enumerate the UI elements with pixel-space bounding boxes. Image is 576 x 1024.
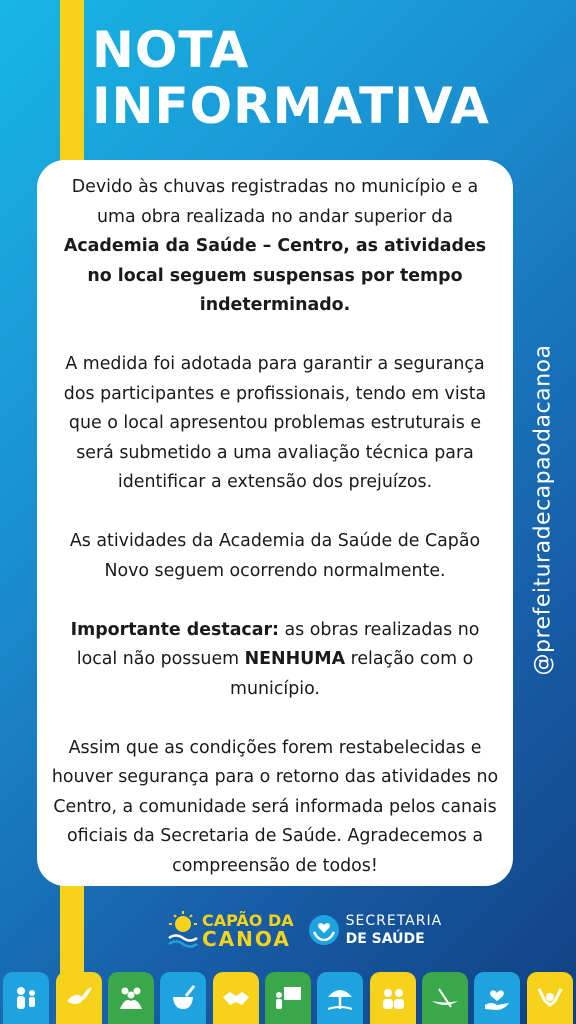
notice-text xyxy=(50,173,500,881)
city-logo-line-2: CANOA xyxy=(202,927,291,951)
icon-tile xyxy=(317,972,363,1024)
p1-separator: , xyxy=(343,236,356,256)
icon-tile xyxy=(3,972,49,1024)
notice-paragraph-5: Assim que as condições forem restabelecidas e houver segurança para o retorno das atividades no Centro, a comunidade será informada pelos canais oficiais da Secretaria de Saúde. Agradecemos a compreensão de todos! xyxy=(51,737,499,876)
p4-bold-lead: Importante destacar: xyxy=(70,619,279,640)
icon-tile xyxy=(422,972,468,1024)
p1-bold-location: Academia da Saúde – Centro xyxy=(63,236,344,256)
icon-tile xyxy=(108,972,154,1024)
hand-heart-icon xyxy=(482,983,512,1013)
family-icon xyxy=(11,983,41,1013)
icon-tile xyxy=(527,972,573,1024)
logo-row xyxy=(168,910,442,950)
bird-icon xyxy=(64,983,94,1013)
hands-up-icon xyxy=(535,983,565,1013)
icon-tile xyxy=(56,972,102,1024)
secretaria-logo xyxy=(308,912,443,948)
icon-tile xyxy=(213,972,259,1024)
teacher-board-icon xyxy=(273,983,303,1013)
city-logo-text xyxy=(202,911,294,951)
people-chat-icon xyxy=(378,983,408,1013)
title-line-2: INFORMATIVA xyxy=(92,77,490,135)
notice-paragraph-2: A medida foi adotada para garantir a segurança dos participantes e profissionais, tendo em vista que o local apresentou problemas estruturais e será submetido a uma avaliação técnica para identificar a extensão dos prejuízos. xyxy=(63,354,487,492)
icon-tile xyxy=(370,972,416,1024)
notice-paragraph-1 xyxy=(50,173,500,321)
p1-text: Devido às chuvas registradas no município e a uma obra realizada no andar superior da xyxy=(71,177,479,227)
title-line-1: NOTA xyxy=(92,21,250,79)
secretaria-logo-line-1: SECRETARIA xyxy=(345,913,443,929)
city-logo xyxy=(168,910,294,950)
icon-tile xyxy=(474,972,520,1024)
icon-tile xyxy=(160,972,206,1024)
beach-umbrella-icon xyxy=(325,983,355,1013)
notice-paragraph-3: As atividades da Academia da Saúde de Capão Novo seguem ocorrendo normalmente. xyxy=(69,531,481,581)
icon-tile xyxy=(265,972,311,1024)
p4-bold-emphasis: NENHUMA xyxy=(244,649,346,669)
sun-wave-icon xyxy=(168,910,198,950)
p4-text-b: relação com o município. xyxy=(230,649,474,699)
page-title xyxy=(92,22,490,134)
secretaria-logo-line-2: DE SAÚDE xyxy=(345,931,425,947)
canoe-icon xyxy=(430,983,460,1013)
notice-paragraph-4 xyxy=(50,616,500,705)
mortar-pestle-icon xyxy=(168,983,198,1013)
city-logo-line-1: CAPÃO DA xyxy=(202,911,294,930)
health-hands-icon xyxy=(308,914,340,946)
group-hug-icon xyxy=(116,983,146,1013)
secretaria-logo-text xyxy=(346,912,443,948)
social-handle-text: @prefeituradecapaodacanoa xyxy=(530,344,556,676)
icon-tile-row xyxy=(0,972,576,1024)
handshake-icon xyxy=(221,983,251,1013)
p4-text-a: as obras realizadas no local não possuem xyxy=(76,619,480,669)
p1-bold-status: as atividades no local seguem suspensas por tempo indeterminado. xyxy=(87,236,487,315)
